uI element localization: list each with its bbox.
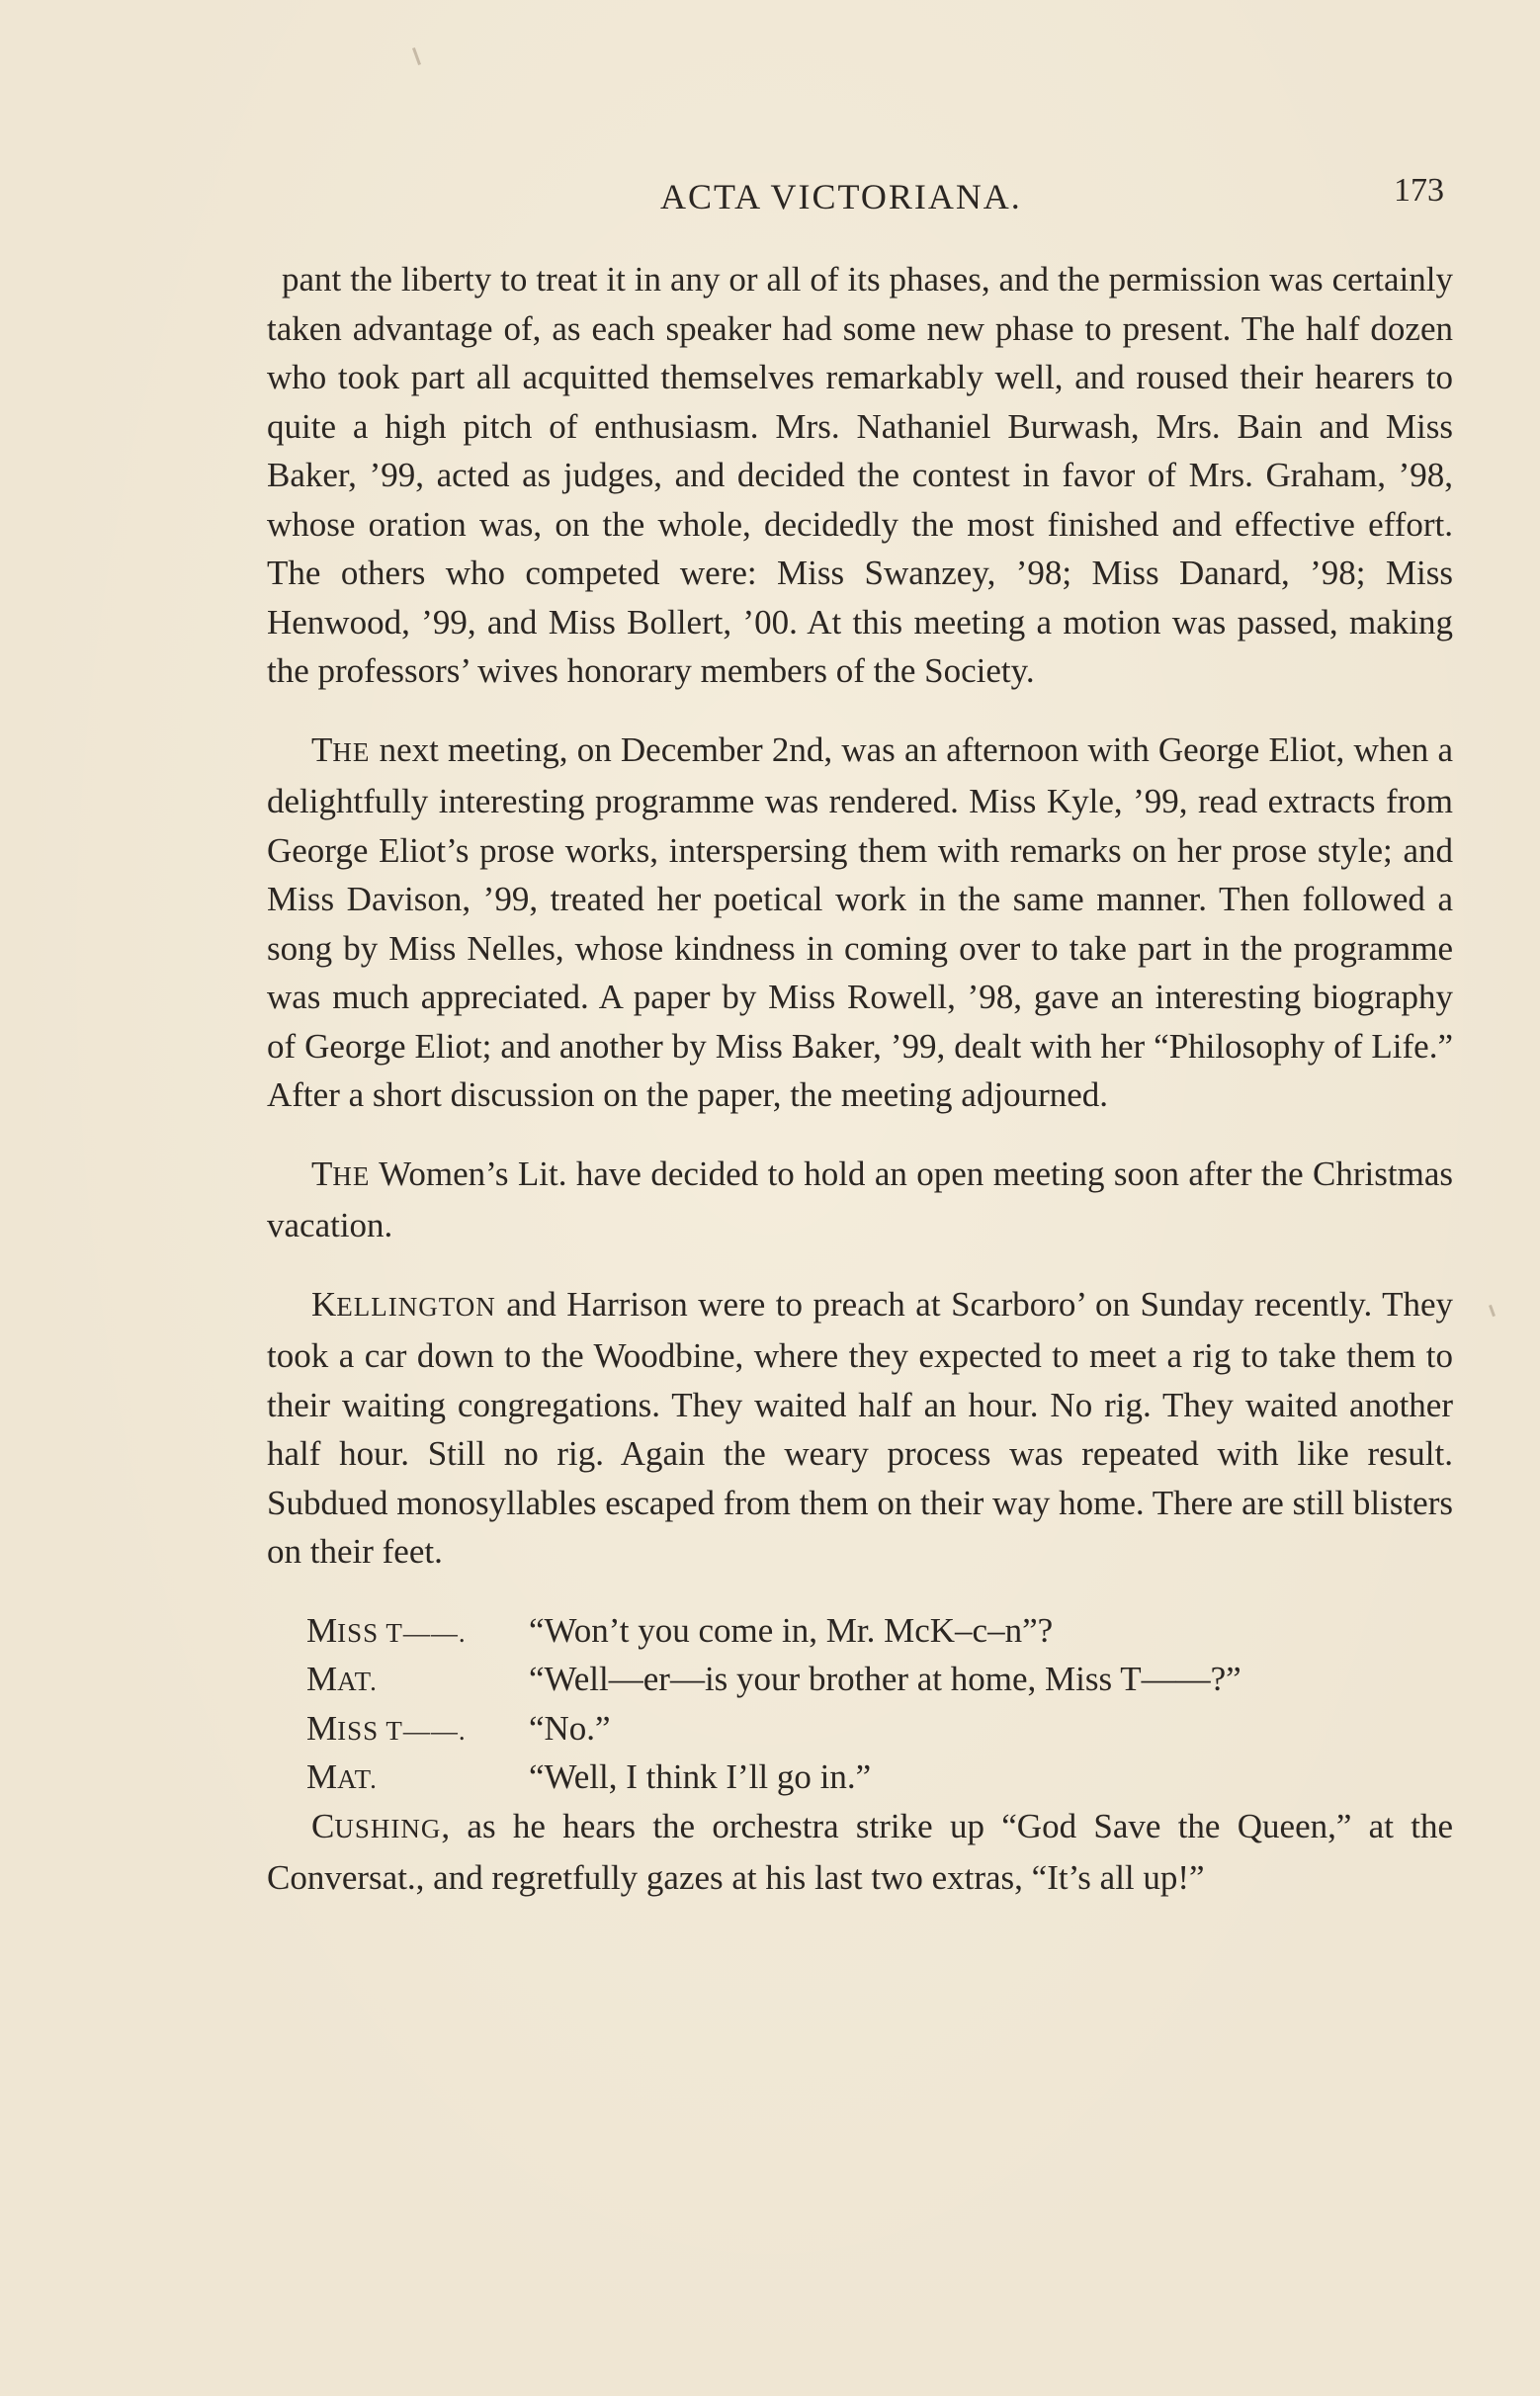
dialogue-speech: “Won’t you come in, Mr. McK–c–n”? [529, 1610, 1054, 1650]
dialogue-speaker: MAT. [306, 1757, 378, 1796]
lead-word-first-letter: K [311, 1284, 337, 1324]
dialogue-speaker: MAT. [306, 1660, 378, 1698]
lead-word-small-caps: HE [332, 1160, 371, 1191]
lead-word-small-caps: HE [332, 736, 371, 767]
paragraph-scarboro-anecdote [267, 1280, 1453, 1577]
paragraph-contest-report [267, 255, 1453, 696]
paragraph-text: and Harrison were to preach at Scarboro’ on Sunday recently. They took a car down to the Woodbine, where they expected to meet a rig to take them to their waiting congregations. They waited half an hour. No rig. They waited another half hour. Still no rig. Again the weary process was repeated with like result. Subdued monosyllables escaped from them on their way home. There are still blisters on their feet. [267, 1284, 1453, 1571]
lead-word-small-caps: ELLINGTON [336, 1291, 496, 1322]
dialogue-speech: “Well—er—is your brother at home, Miss T——?” [529, 1660, 1241, 1698]
ink-speck [412, 47, 421, 65]
paragraph-text: , as he hears the orchestra strike up “God Save the Queen,” at the Conversat., and regretfully gazes at his last two extras, “It’s all up!” [267, 1806, 1453, 1897]
paragraph-cushing-anecdote [267, 1802, 1453, 1903]
dialogue-block [306, 1606, 1453, 1802]
lead-word-first-letter: C [311, 1806, 335, 1845]
dialogue-speaker: MISS T——. [306, 1610, 467, 1650]
paragraph-open-meeting [267, 1150, 1453, 1250]
paragraph-text: pant the liberty to treat it in any or all of its phases, and the permission was certainly taken advantage of, as each speaker had some new phase to present. The half dozen who took part all acquitted themselves remarkably well, and roused their hearers to quite a high pitch of enthusiasm. Mrs. Nathaniel Burwash, Mrs. Bain and Miss Baker, ’99, acted as judges, and decided the contest in favor of Mrs. Graham, ’98, whose oration was, on the whole, decidedly the most finished and effective effort. The others who competed were: Miss Swanzey, ’98; Miss Danard, ’98; Miss Henwood, ’99, and Miss Bollert, ’00. At this meeting a motion was passed, making the professors’ wives honorary members of the Society. [267, 260, 1453, 690]
paragraph-text: Women’s Lit. have decided to hold an open meeting soon after the Christmas vacation. [267, 1154, 1453, 1244]
running-header [0, 168, 1540, 227]
ink-speck [1489, 1305, 1496, 1317]
dialogue-speech: “Well, I think I’ll go in.” [529, 1757, 872, 1796]
dialogue-speaker: MISS T——. [306, 1708, 467, 1748]
lead-word-small-caps: USHING [334, 1813, 442, 1843]
dialogue-line [306, 1753, 1453, 1802]
lead-word-first-letter: T [311, 1154, 333, 1193]
paragraph-text: next meeting, on December 2nd, was an afternoon with George Eliot, when a delightfully interesting programme was rendered. Miss Kyle, ’99, read extracts from George Eliot’s prose works, interspersing them with remarks on her prose style; and Miss Davison, ’99, treated her poetical work in the same manner. Then followed a song by Miss Nelles, whose kindness in coming over to take part in the programme was much appreciated. A paper by Miss Rowell, ’98, gave an interesting biography of George Eliot; and another by Miss Baker, ’99, dealt with her “Philosophy of Life.” After a short discussion on the paper, the meeting adjourned. [267, 729, 1453, 1114]
page-number: 173 [1394, 172, 1444, 209]
dialogue-line [306, 1606, 1453, 1656]
paragraph-george-eliot-meeting [267, 726, 1453, 1120]
dialogue-speech: “No.” [529, 1708, 611, 1748]
journal-title: ACTA VICTORIANA. [660, 177, 1022, 216]
body-text [267, 255, 1453, 1903]
lead-word-first-letter: T [311, 729, 333, 769]
dialogue-line [306, 1704, 1453, 1754]
dialogue-line [306, 1655, 1453, 1704]
